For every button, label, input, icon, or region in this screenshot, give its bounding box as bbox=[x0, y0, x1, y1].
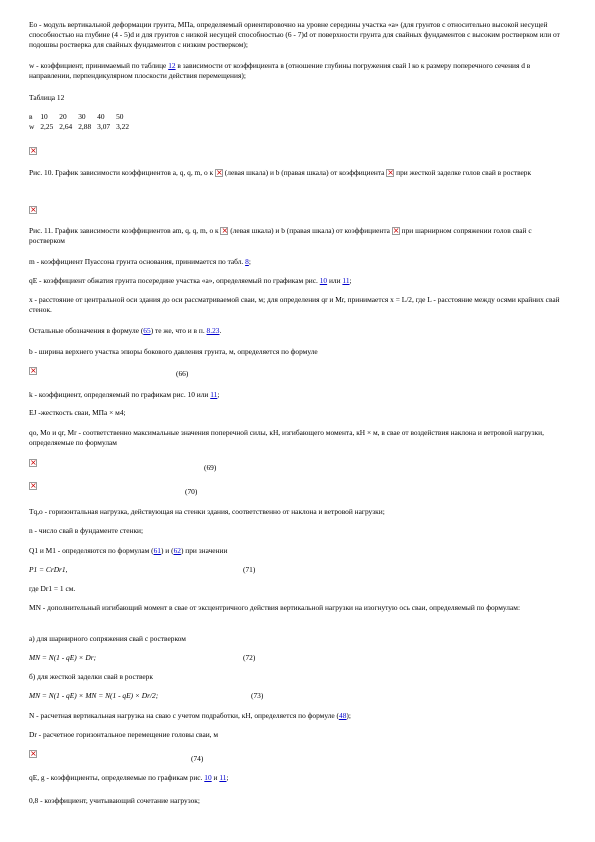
table-cell: 2,25 bbox=[40, 122, 54, 131]
table-cell: 20 bbox=[59, 112, 67, 121]
case-b: б) для жесткой заделки свай в ростверк bbox=[29, 672, 153, 681]
equation-number: (66) bbox=[176, 369, 189, 378]
figure-11-caption bbox=[29, 226, 569, 246]
table-cell: w bbox=[29, 122, 35, 131]
text: ; bbox=[217, 390, 220, 399]
figure-11-link[interactable]: 11 bbox=[210, 390, 218, 399]
figure-11-link[interactable]: 11 bbox=[219, 773, 227, 782]
table-12 bbox=[29, 112, 135, 132]
text: ; bbox=[226, 773, 229, 782]
table-8-link[interactable]: 8 bbox=[245, 257, 249, 266]
table-cell: 3,22 bbox=[116, 122, 130, 131]
paragraph-m bbox=[29, 257, 569, 267]
table-caption: Таблица 12 bbox=[29, 93, 65, 102]
table-12-link[interactable]: 12 bbox=[168, 61, 176, 70]
paragraph-x: x - расстояние от центральной оси здания до оси рассматриваемой сваи, м; для определения qr и Mr, принимается x = L/2, где L - расстояние между осями крайних свай стенок. bbox=[29, 295, 560, 314]
broken-image-icon bbox=[29, 750, 37, 758]
paragraph-qe-g bbox=[29, 773, 569, 783]
formula-mn-a bbox=[29, 653, 569, 663]
text: ) при значении bbox=[180, 546, 228, 555]
text: k - коэффициент, определяемый по графикам рис. 10 или bbox=[29, 390, 211, 399]
figure-10-caption bbox=[29, 168, 569, 178]
paragraph-qe bbox=[29, 276, 569, 286]
table-row bbox=[29, 112, 135, 122]
text: в зависимости от коэффициента в (отношение глубины погружения свай l ко к размеру поперечного сечения d в направлении, перпендикулярном плоскости действия перемещения); bbox=[29, 61, 531, 80]
formula-48-link[interactable]: 48 bbox=[339, 711, 347, 720]
figure-10-link[interactable]: 10 bbox=[319, 276, 328, 285]
formula-p1 bbox=[29, 565, 569, 575]
table-row bbox=[29, 122, 135, 132]
paragraph-qm: qo, Mo и qr, Mr - соответственно максимальные значения поперечной силы, кН, изгибающего момента, кН × м, в свае от воздействия наклона и ветровой нагрузки, определяемые по формулам bbox=[29, 428, 544, 447]
paragraph-n: n - число свай в фундаменте стенки; bbox=[29, 526, 144, 535]
paragraph-dr: Dr - расчетное горизонтальное перемещение головы сваи, м bbox=[29, 730, 219, 739]
text: qE, g - коэффициенты, определяемые по графикам рис. bbox=[29, 773, 205, 782]
table-cell: 3,07 bbox=[97, 122, 111, 131]
broken-image-icon bbox=[386, 169, 394, 177]
text: Рис. 10. График зависимости коэффициентов a, q, q, m, o к bbox=[29, 168, 215, 177]
text: при жесткой заделке голов свай в ростверк bbox=[394, 168, 532, 177]
table-cell: 10 bbox=[40, 112, 48, 121]
formula-65-link[interactable]: 65 bbox=[143, 326, 151, 335]
equation-number: (71) bbox=[243, 565, 256, 574]
text: qE - коэффициент обжатия грунта посередине участка «a», определяемый по графикам рис. bbox=[29, 276, 320, 285]
paragraph-load-coefficient: 0,8 - коэффициент, учитывающий сочетание нагрузок; bbox=[29, 796, 200, 805]
text: (левая шкала) и b (правая шкала) от коэффициента bbox=[222, 168, 387, 177]
text: ); bbox=[346, 711, 351, 720]
text: или bbox=[327, 276, 343, 285]
formula-text: P1 = CrDr1, bbox=[29, 565, 68, 574]
text: при шарнирном сопряжении голов свай с ростверком bbox=[29, 226, 532, 245]
equation-number: (70) bbox=[185, 487, 198, 496]
table-cell: 40 bbox=[97, 112, 105, 121]
text: w - коэффициент, принимаемый по таблице bbox=[29, 61, 169, 70]
equation-number: (69) bbox=[204, 463, 217, 472]
paragraph-eo: Eo - модуль вертикальной деформации грунта, МПа, определяемый ориентировочно на уровне середины участка «a» (для грунтов с относительно высокой несущей способностью на глубине (4 - 5)d и для грунтов с низкой несущей способностью (6 - 7)d от поверхности грунта для свайных фундаментов с высоким ростверком или от подошвы ростверка для свайных фундаментов с низким ростверком); bbox=[29, 20, 560, 49]
figure-11-link[interactable]: 11 bbox=[342, 276, 350, 285]
text: ; bbox=[248, 257, 251, 266]
paragraph-dr1: где Dr1 = 1 см. bbox=[29, 584, 76, 593]
equation-number: (73) bbox=[251, 691, 264, 700]
formula-62-link[interactable]: 62 bbox=[173, 546, 181, 555]
text: Остальные обозначения в формуле ( bbox=[29, 326, 144, 335]
equation-number: (72) bbox=[243, 653, 256, 662]
table-cell: 2,88 bbox=[78, 122, 92, 131]
broken-image-icon bbox=[29, 459, 37, 467]
paragraph-w bbox=[29, 61, 569, 81]
text: Рис. 11. График зависимости коэффициентов am, q, q, m, o к bbox=[29, 226, 221, 235]
broken-image-icon bbox=[392, 227, 400, 235]
text: m - коэффициент Пуассона грунта основания, принимается по табл. bbox=[29, 257, 246, 266]
broken-image-icon bbox=[215, 169, 223, 177]
formula-mn-b bbox=[29, 691, 569, 701]
paragraph-rest bbox=[29, 326, 569, 336]
text: и bbox=[211, 773, 220, 782]
table-cell: 30 bbox=[78, 112, 86, 121]
text: ) те же, что и в п. bbox=[150, 326, 207, 335]
table-cell: в bbox=[29, 112, 33, 121]
section-8-23-link[interactable]: 8.23 bbox=[206, 326, 220, 335]
broken-image-icon bbox=[220, 227, 228, 235]
formula-text: MN = N(1 - qE) × Dr; bbox=[29, 653, 97, 662]
paragraph-tq: Tq,o - горизонтальная нагрузка, действующая на стенки здания, соответственно от наклона и ветровой нагрузки; bbox=[29, 507, 385, 516]
broken-image-icon bbox=[29, 367, 37, 375]
text: N - расчетная вертикальная нагрузка на сваю с учетом подработки, кН, определяется по формуле ( bbox=[29, 711, 340, 720]
paragraph-k bbox=[29, 390, 569, 400]
text: Q1 и M1 - определяются по формулам ( bbox=[29, 546, 154, 555]
case-a: а) для шарнирного сопряжения свай с ростверком bbox=[29, 634, 186, 643]
formula-61-link[interactable]: 61 bbox=[153, 546, 161, 555]
paragraph-mn: MN - дополнительный изгибающий момент в свае от эксцентричного действия вертикальной нагрузки на изогнутую ось сваи, определяемый по формулам: bbox=[29, 603, 521, 612]
table-cell: 50 bbox=[116, 112, 124, 121]
broken-image-icon bbox=[29, 206, 37, 214]
broken-image-icon bbox=[29, 147, 37, 155]
equation-number: (74) bbox=[191, 754, 204, 763]
text: ) и ( bbox=[161, 546, 174, 555]
paragraph-b: b - ширина верхнего участка эпюры бокового давления грунта, м, определяется по формуле bbox=[29, 347, 318, 356]
text: . bbox=[219, 326, 222, 335]
text: ; bbox=[349, 276, 352, 285]
paragraph-q1 bbox=[29, 546, 569, 556]
table-cell: 2,64 bbox=[59, 122, 73, 131]
formula-text: MN = N(1 - qE) × MN = N(1 - qE) × Dr/2; bbox=[29, 691, 159, 700]
paragraph-N bbox=[29, 711, 569, 721]
broken-image-icon bbox=[29, 482, 37, 490]
text: (левая шкала) и b (правая шкала) от коэффициента bbox=[228, 226, 392, 235]
paragraph-ej: EJ -жесткость сваи, МПа × м4; bbox=[29, 408, 126, 417]
figure-10-link[interactable]: 10 bbox=[204, 773, 212, 782]
